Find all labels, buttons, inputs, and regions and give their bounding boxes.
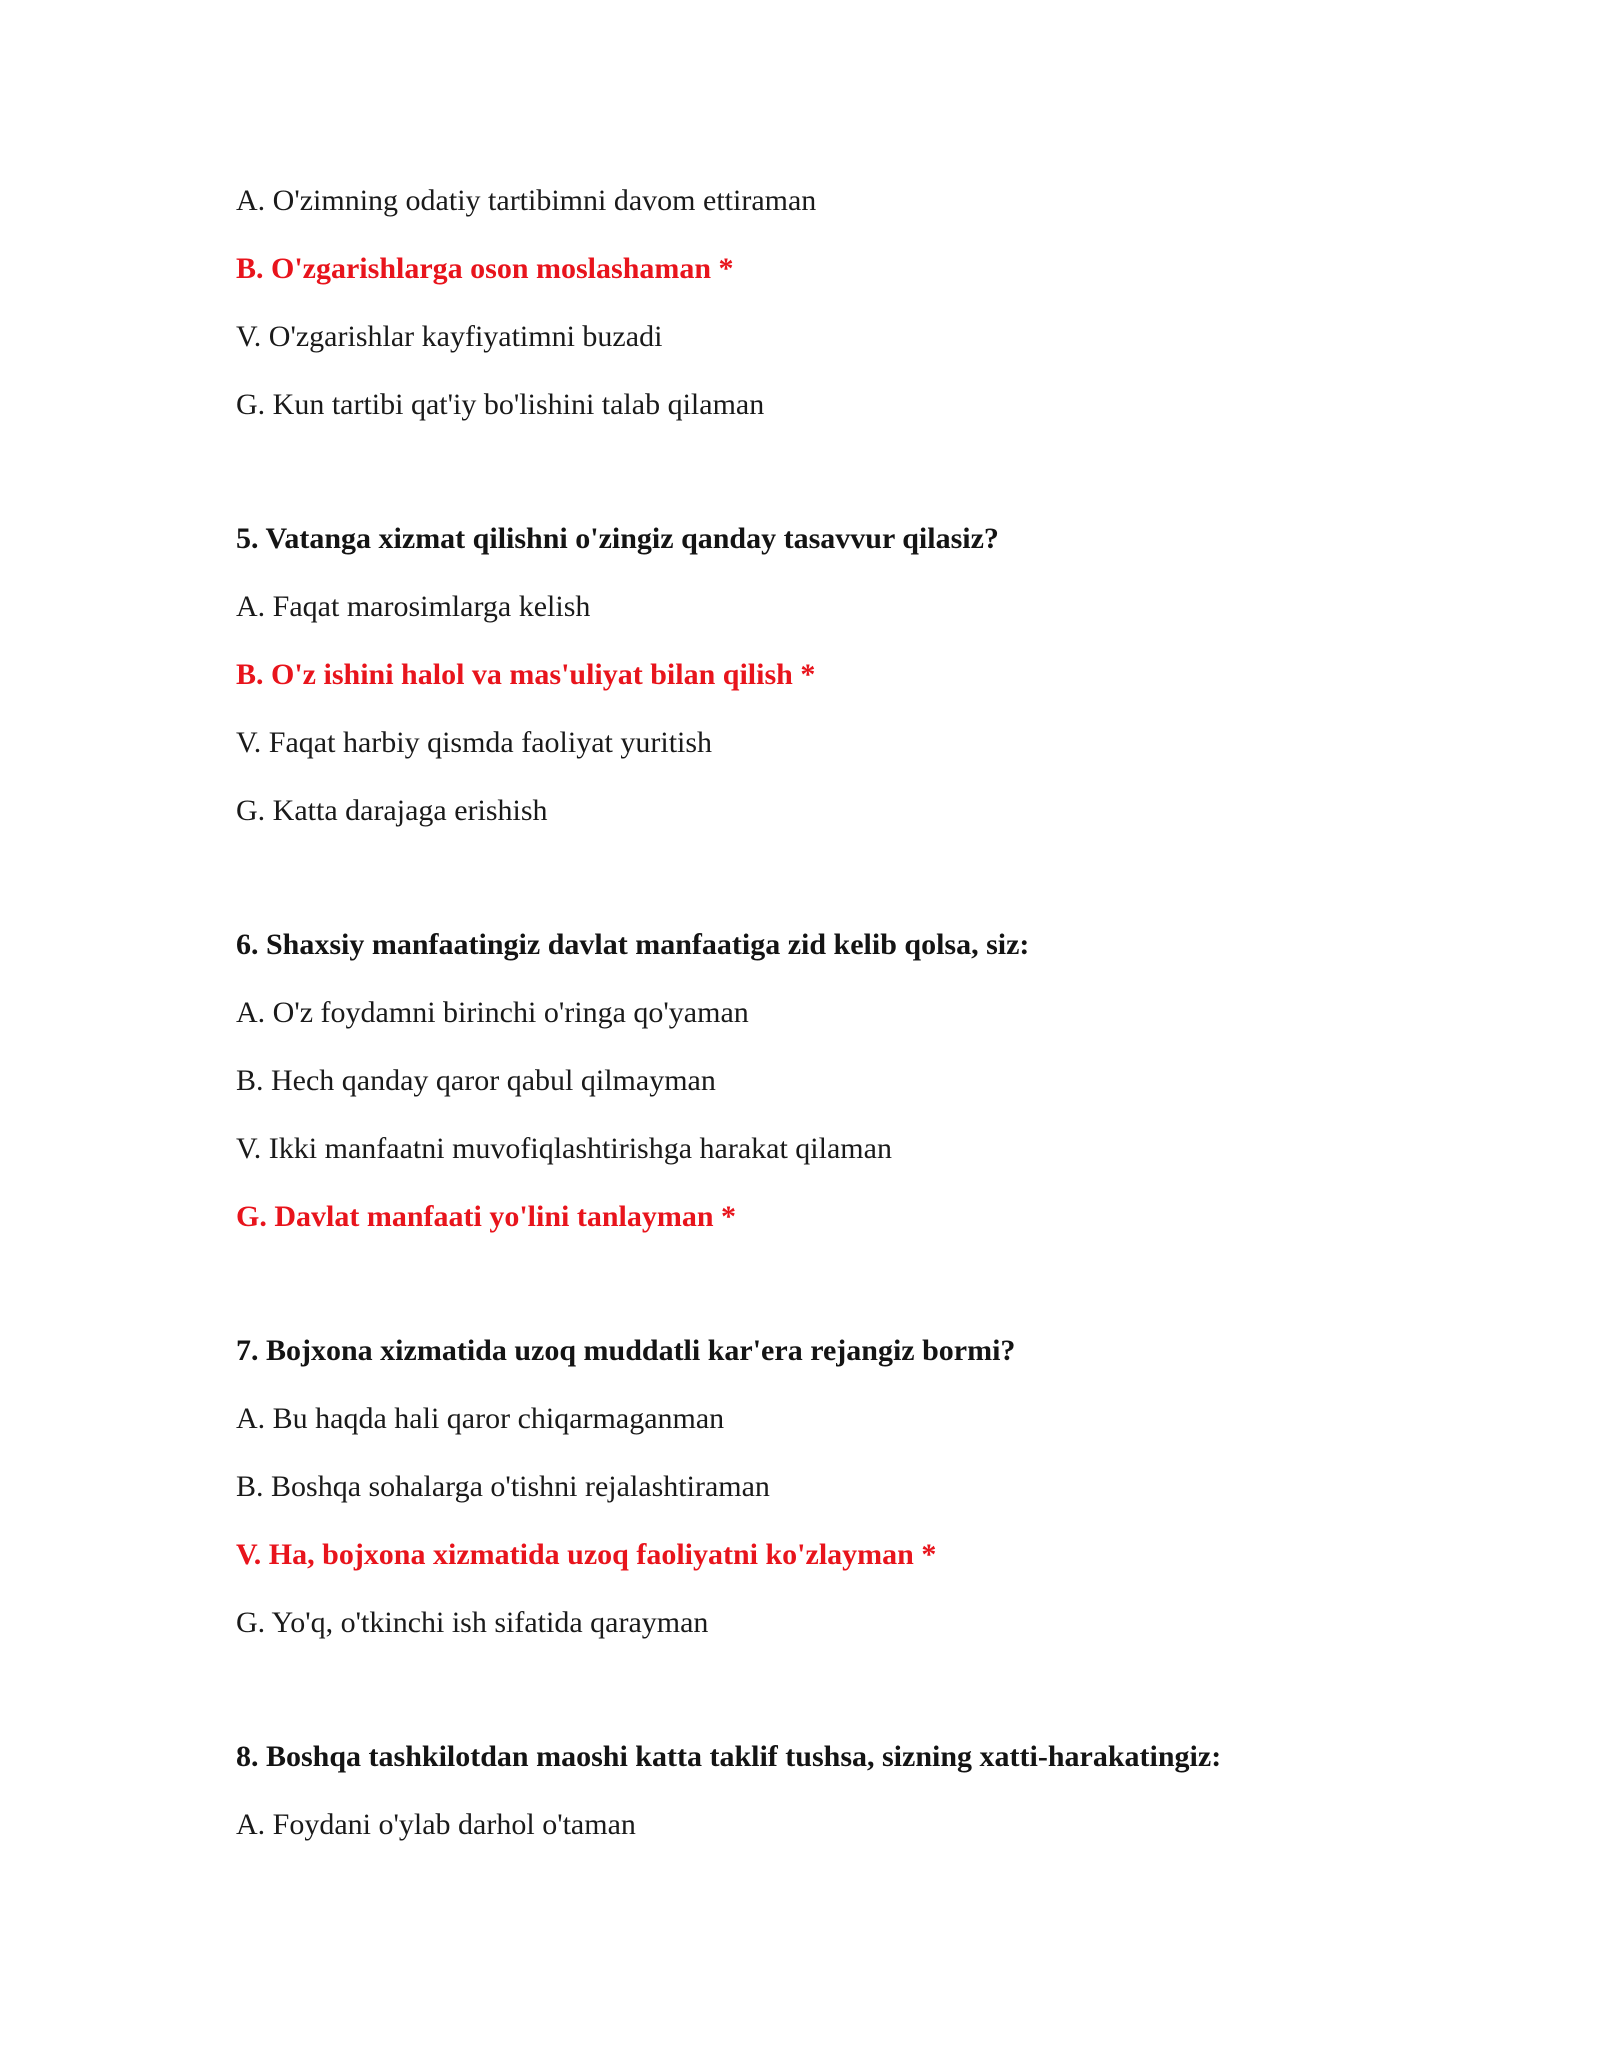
question-title: 6. Shaxsiy manfaatingiz davlat manfaatiga zid kelib qolsa, siz: [236, 928, 1030, 961]
option-b: B. Boshqa sohalarga o'tishni rejalashtiraman [236, 1470, 770, 1503]
question-title: 8. Boshqa tashkilotdan maoshi katta taklif tushsa, sizning xatti-harakatingiz: [236, 1740, 1222, 1773]
option-a: A. O'zimning odatiy tartibimni davom ettiraman [236, 184, 817, 217]
option-v-correct: V. Ha, bojxona xizmatida uzoq faoliyatni ko'zlayman * [236, 1538, 937, 1571]
block-spacer [236, 1267, 1486, 1333]
option-g: G. Yo'q, o'tkinchi ish sifatida qarayman [236, 1606, 709, 1639]
question-block [236, 1739, 1486, 1843]
option-b: B. Hech qanday qaror qabul qilmayman [236, 1064, 716, 1097]
option-g: G. Katta darajaga erishish [236, 794, 548, 827]
option-a: A. Faqat marosimlarga kelish [236, 590, 591, 623]
question-block [236, 521, 1486, 829]
option-v: V. O'zgarishlar kayfiyatimni buzadi [236, 320, 663, 353]
option-a: A. Foydani o'ylab darhol o'taman [236, 1808, 636, 1841]
option-g: G. Kun tartibi qat'iy bo'lishini talab qilaman [236, 388, 765, 421]
block-spacer [236, 861, 1486, 927]
option-v: V. Faqat harbiy qismda faoliyat yuritish [236, 726, 713, 759]
question-title: 7. Bojxona xizmatida uzoq muddatli kar'era rejangiz bormi? [236, 1334, 1016, 1367]
block-spacer [236, 1673, 1486, 1739]
option-b-correct: B. O'zgarishlarga oson moslashaman * [236, 252, 734, 285]
question-block [236, 1333, 1486, 1641]
question-block [236, 927, 1486, 1235]
block-spacer [236, 455, 1486, 521]
question-block [236, 183, 1486, 423]
option-a: A. Bu haqda hali qaror chiqarmaganman [236, 1402, 725, 1435]
option-b-correct: B. O'z ishini halol va mas'uliyat bilan qilish * [236, 658, 816, 691]
question-title: 5. Vatanga xizmat qilishni o'zingiz qanday tasavvur qilasiz? [236, 522, 999, 555]
option-g-correct: G. Davlat manfaati yo'lini tanlayman * [236, 1200, 737, 1233]
option-a: A. O'z foydamni birinchi o'ringa qo'yaman [236, 996, 749, 1029]
document-page [236, 183, 1486, 1875]
option-v: V. Ikki manfaatni muvofiqlashtirishga harakat qilaman [236, 1132, 892, 1165]
